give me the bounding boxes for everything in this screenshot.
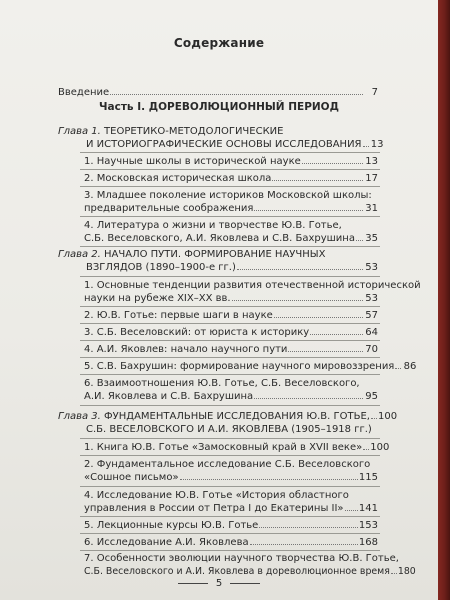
section-title-line2: управления в России от Петра I до Екатерины II» — [84, 503, 344, 514]
toc-section[interactable] — [84, 189, 378, 215]
chapter-title-line2: И ИСТОРИОГРАФИЧЕСКИЕ ОСНОВЫ ИССЛЕДОВАНИЯ — [86, 139, 362, 150]
toc-section[interactable] — [84, 155, 378, 168]
section-title-line2: А.И. Яковлева и С.В. Бахрушина — [84, 391, 254, 402]
chapter-title-line2: ВЗГЛЯДОВ (1890–1900-е гг.) — [86, 262, 236, 273]
section-title: 2. Фундаментальное исследование С.Б. Веселовского — [84, 459, 371, 470]
section-title: 6. Исследование А.И. Яковлева — [84, 537, 249, 548]
toc-page-number: 31 — [365, 203, 378, 214]
divider — [80, 516, 380, 517]
toc-section[interactable] — [84, 219, 378, 245]
chapter-title-line1: ТЕОРЕТИКО-МЕТОДОЛОГИЧЕСКИЕ — [104, 126, 284, 137]
divider — [80, 186, 380, 187]
chapter-prefix: Глава 3. — [58, 411, 101, 422]
divider — [80, 152, 380, 153]
toc-chapter-3[interactable] — [58, 410, 398, 436]
toc-chapter-1[interactable] — [58, 125, 384, 151]
divider — [80, 246, 380, 247]
section-title: 3. Младшее поколение историков Московской школы: — [84, 190, 372, 201]
toc-page-number: 153 — [358, 520, 378, 531]
section-title: 1. Книга Ю.В. Готье «Замосковный край в XVII веке» — [84, 442, 363, 453]
divider — [80, 405, 380, 406]
section-title: 5. Лекционные курсы Ю.В. Готье — [84, 520, 259, 531]
toc-page-number: 95 — [365, 391, 378, 402]
toc-section[interactable] — [84, 172, 378, 185]
footer-dash-left — [178, 583, 208, 584]
divider — [80, 438, 380, 439]
toc-section[interactable] — [84, 343, 378, 356]
chapter-prefix: Глава 1. — [58, 126, 101, 137]
toc-page-number: 57 — [365, 310, 378, 321]
chapter-title-line1: ФУНДАМЕНТАЛЬНЫЕ ИССЛЕДОВАНИЯ Ю.В. ГОТЬЕ, — [104, 411, 370, 422]
toc-entry-intro[interactable] — [58, 86, 378, 99]
toc-page-number: 35 — [365, 233, 378, 244]
toc-section[interactable] — [84, 458, 378, 484]
divider — [80, 357, 380, 358]
divider — [80, 306, 380, 307]
chapter-prefix: Глава 2. — [58, 249, 101, 260]
toc-page-number: 53 — [365, 293, 378, 304]
divider — [80, 340, 380, 341]
section-title: 1. Научные школы в исторической науке — [84, 156, 301, 167]
part-heading: Часть I. ДОРЕВОЛЮЦИОННЫЙ ПЕРИОД — [99, 101, 339, 113]
section-title: 3. С.Б. Веселовский: от юриста к историку — [84, 327, 310, 338]
toc-page-number: 13 — [365, 156, 378, 167]
toc-section[interactable] — [84, 360, 417, 373]
toc-section[interactable] — [84, 326, 378, 339]
section-title: 2. Московская историческая школа — [84, 173, 272, 184]
toc-page-number: 64 — [365, 327, 378, 338]
section-title-line2: С.Б. Веселовского и А.И. Яковлева в дореволюционное время — [84, 566, 390, 577]
divider — [80, 323, 380, 324]
section-title: 4. А.И. Яковлев: начало научного пути — [84, 344, 288, 355]
toc-page-number: 168 — [358, 537, 378, 548]
page-title: Содержание — [173, 36, 265, 50]
section-title: 7. Особенности эволюции научного творчества Ю.В. Готье, — [84, 553, 399, 564]
toc-entry-label: Введение — [58, 87, 110, 98]
section-title: 5. С.В. Бахрушин: формирование научного мировоззрения — [84, 361, 395, 372]
divider — [80, 374, 380, 375]
section-title: 2. Ю.В. Готье: первые шаги в науке — [84, 310, 273, 321]
toc-page-number: 115 — [358, 472, 378, 483]
toc-page-number: 86 — [403, 361, 417, 372]
toc-section[interactable] — [84, 519, 378, 532]
toc-section[interactable] — [84, 489, 378, 515]
divider — [80, 486, 380, 487]
divider — [80, 169, 380, 170]
page-number: 5 — [215, 578, 223, 589]
page-footer — [0, 578, 438, 589]
section-title: 4. Исследование Ю.В. Готье «История областного — [84, 490, 349, 501]
toc-section[interactable] — [84, 377, 378, 403]
section-title-line2: С.Б. Веселовского, А.И. Яковлева и С.В. Бахрушина — [84, 233, 355, 244]
toc-page-number: 70 — [365, 344, 378, 355]
toc-page-number: 141 — [358, 503, 378, 514]
toc-page-number: 13 — [370, 139, 384, 150]
divider — [80, 216, 380, 217]
book-spine — [436, 0, 450, 600]
section-title-line2: науки на рубеже XIX–XX вв. — [84, 293, 231, 304]
toc-page-number: 100 — [377, 411, 398, 422]
footer-dash-right — [230, 583, 260, 584]
chapter-title-line1: НАЧАЛО ПУТИ. ФОРМИРОВАНИЕ НАУЧНЫХ — [104, 249, 326, 260]
chapter-title-line2: С.Б. ВЕСЕЛОВСКОГО И А.И. ЯКОВЛЕВА (1905–1918 гг.) — [86, 424, 372, 435]
toc-page-number: 7 — [371, 87, 378, 98]
divider — [80, 276, 380, 277]
divider — [80, 550, 380, 551]
section-title-line2: «Сошное письмо» — [84, 472, 179, 483]
section-title-line2: предварительные соображения — [84, 203, 254, 214]
toc-page-number: 100 — [370, 442, 390, 453]
toc-section[interactable] — [84, 552, 416, 578]
section-title: 4. Литература о жизни и творчестве Ю.В. Готье, — [84, 220, 342, 231]
toc-page-number: 17 — [365, 173, 378, 184]
toc-section[interactable] — [84, 309, 378, 322]
toc-section[interactable] — [84, 536, 378, 549]
toc-section[interactable] — [84, 441, 390, 454]
section-title: 6. Взаимоотношения Ю.В. Готье, С.Б. Веселовского, — [84, 378, 360, 389]
section-title: 1. Основные тенденции развития отечественной исторической — [84, 280, 421, 291]
toc-page-number: 180 — [397, 566, 416, 577]
toc-section[interactable] — [84, 279, 421, 305]
toc-chapter-2[interactable] — [58, 248, 378, 274]
divider — [80, 533, 380, 534]
divider — [80, 455, 380, 456]
toc-page-number: 53 — [365, 262, 378, 273]
